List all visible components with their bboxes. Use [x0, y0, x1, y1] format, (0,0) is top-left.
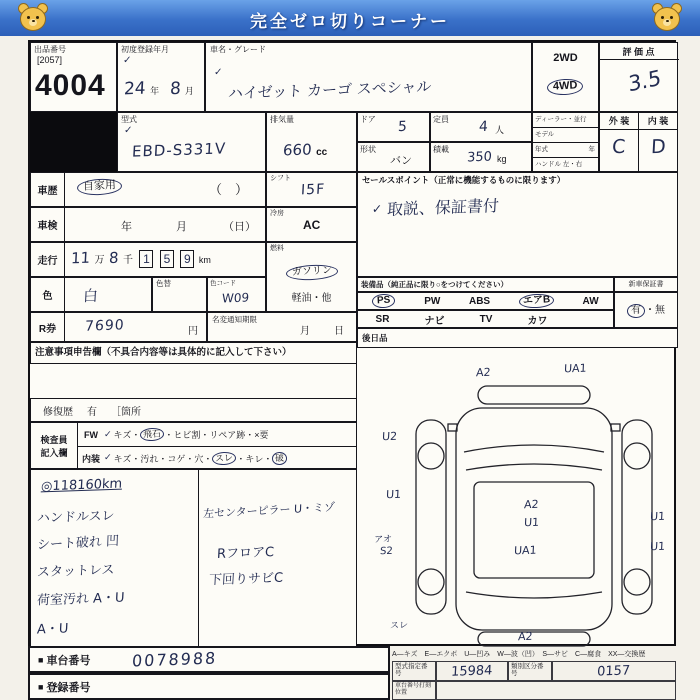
- interior-items-2: ・キレ・: [236, 453, 273, 464]
- check-icon: ✓: [371, 201, 383, 217]
- inspector-block: [30, 422, 357, 469]
- color-code-value: W09: [221, 290, 250, 306]
- diagram-mark-ua1-top: UA1: [563, 361, 587, 376]
- check-icon: ✓: [123, 124, 133, 137]
- chassis-value: 0078988: [131, 648, 219, 671]
- color-value: 白: [82, 286, 99, 306]
- repair-suffix: ［箇所: [111, 406, 141, 418]
- fw-label: FW: [84, 429, 98, 440]
- chassis-label: 車台番号: [46, 654, 91, 667]
- load-value: 350: [466, 149, 493, 166]
- interior-items-1: キズ・汚れ・コゲ・穴・: [113, 453, 213, 464]
- equipment-row-2: [357, 310, 614, 328]
- lot-number-label: 出品番号: [34, 45, 66, 54]
- fw-circled-item: 飛石: [140, 427, 165, 441]
- name-change-month-unit: 月: [300, 326, 310, 337]
- note-odometer: ◎118160km: [40, 476, 123, 495]
- equipment-header-cell: [357, 277, 614, 292]
- interior-row-label: 内装: [82, 453, 101, 464]
- check-icon: ✓: [122, 54, 132, 67]
- repair-value: 有: [87, 406, 97, 418]
- teddy-bear-icon-right: [652, 3, 682, 32]
- diagram-mark-ua1-center: UA1: [513, 543, 537, 558]
- warranty-header-cell: [614, 277, 678, 292]
- aircon-value: AC: [303, 218, 321, 232]
- capacity-value: 4: [478, 118, 489, 136]
- bullet-square-icon: ■: [38, 654, 44, 665]
- door-value: 5: [397, 118, 408, 136]
- chassis-number-box: [28, 646, 390, 673]
- fuel-diesel-option: 軽油・他: [291, 293, 332, 304]
- color-code-cell: [207, 277, 266, 312]
- fw-items-post: ・ヒビ割・リペア跡・×要: [164, 430, 269, 440]
- history-value-circled: 自家用: [77, 178, 123, 197]
- mileage-digit-1: 1: [139, 250, 153, 268]
- fw-items-pre: キズ・: [113, 430, 141, 440]
- note-au: A・U: [36, 621, 69, 638]
- diagram-mark-a2-top: A2: [475, 365, 491, 380]
- mileage-sen-unit: 千: [123, 255, 133, 266]
- car-name-cell: [205, 42, 532, 112]
- drive-type-cell: [532, 42, 599, 112]
- spec-model-row: モデル: [533, 128, 598, 143]
- warranty-yes-circled: 有: [627, 304, 646, 319]
- grade-value: 3.5: [627, 65, 662, 97]
- notes-divider: [198, 470, 199, 649]
- door-label: ドア: [360, 115, 376, 124]
- mileage-unit: km: [198, 255, 211, 265]
- repair-label: 修復歴: [43, 406, 73, 418]
- shift-label: シフト: [270, 175, 291, 182]
- class-cert-label: 類別区分番号: [508, 661, 552, 681]
- mileage-digit-3: 9: [180, 250, 194, 268]
- banner-title: 完全ゼロ切りコーナー: [250, 12, 450, 31]
- mileage-cell: [30, 242, 266, 277]
- equipment-label: 装備品（純正品に限り○をつけてください）: [361, 280, 509, 289]
- color-change-label: 色替: [156, 279, 171, 288]
- model-code-cell: [117, 112, 266, 172]
- car-name-label: 車名・グレード: [210, 45, 266, 54]
- car-name-value: ハイゼット カーゴ スペシャル: [227, 77, 432, 103]
- notice-header-cell: [30, 342, 357, 364]
- history-label: 車歴: [31, 173, 65, 206]
- notes-area: [30, 469, 357, 648]
- inspection-day-unit: （日）: [223, 221, 256, 233]
- history-cell: [30, 172, 266, 207]
- color-cell: [30, 277, 152, 312]
- aircon-cell: [266, 207, 357, 242]
- spec-handle-row: ハンドル 左・右: [535, 161, 583, 168]
- later-items-label: 後日品: [362, 333, 388, 343]
- r-ticket-cell: [30, 312, 207, 342]
- notice-label: 注意事項申告欄（不具合内容等は具体的に記入して下さい）: [35, 347, 292, 358]
- r-ticket-value: 7690: [84, 317, 126, 335]
- note-handle: ハンドルスレ: [36, 508, 115, 527]
- exterior-label: 外 装: [600, 113, 639, 129]
- interior-circled-sure: スレ: [212, 451, 237, 465]
- damage-diagram: [360, 350, 678, 648]
- load-label: 積載: [433, 145, 449, 154]
- warranty-separator: ・: [645, 305, 655, 316]
- interior-circled-yabure: 破: [272, 451, 288, 465]
- spec-year-row: [533, 143, 598, 158]
- exterior-grade-value: C: [611, 135, 627, 159]
- equipment-sr: SR: [375, 313, 390, 325]
- spec-year-unit: 年: [588, 146, 595, 153]
- type-cert-number: 15984: [450, 663, 494, 680]
- lot-number-cell: [30, 42, 117, 112]
- drive-2wd-option: 2WD: [553, 52, 578, 64]
- mileage-label: 走行: [31, 243, 65, 276]
- equipment-aw: AW: [582, 295, 599, 307]
- displacement-unit: cc: [316, 147, 328, 158]
- sales-point-value: 取説、保証書付: [385, 196, 499, 219]
- first-registration-value: [124, 79, 194, 99]
- color-code-label: 色コード: [210, 280, 236, 287]
- lot-number-sub: [2057]: [37, 55, 63, 65]
- type-cert-label: 型式指定番号: [392, 661, 436, 681]
- mileage-digit-2: 5: [160, 250, 174, 268]
- diagram-mark-u1-center: U1: [523, 515, 540, 530]
- mileage-man-value: 11: [70, 248, 91, 268]
- note-cargo: 荷室汚れ A・U: [36, 590, 125, 609]
- divider-line: [356, 364, 357, 398]
- displacement-cell: [266, 112, 357, 172]
- aircon-label: 冷房: [270, 210, 284, 217]
- first-registration-cell: [117, 42, 205, 112]
- registration-number-box: [28, 673, 390, 700]
- diagram-mark-ao: アオ: [373, 534, 393, 546]
- later-items-cell: [357, 328, 678, 348]
- warranty-no: 無: [655, 305, 665, 316]
- capacity-unit: 人: [495, 125, 505, 135]
- load-cell: [430, 142, 532, 172]
- mileage-man-unit: 万: [94, 255, 105, 266]
- lot-number-value: 4004: [35, 69, 106, 102]
- diagram-mark-u1-right-1: U1: [649, 509, 666, 524]
- displacement-value: 660: [282, 140, 313, 160]
- note-rear-floor: RフロアC: [216, 544, 275, 563]
- stamp-position-value: [436, 681, 676, 700]
- equipment-ps-circled: PS: [372, 293, 396, 308]
- car-top-view-svg: [360, 350, 678, 648]
- check-icon: ✓: [213, 66, 223, 79]
- spec-dealer-row: ディーラー・並行: [533, 113, 598, 128]
- model-code-label: 型式: [121, 115, 137, 124]
- equipment-abs: ABS: [468, 295, 491, 307]
- shape-label: 形状: [360, 145, 376, 154]
- equipment-kawa: カワ: [527, 315, 548, 327]
- spec-box-cell: [532, 112, 599, 172]
- equipment-tv: TV: [479, 313, 493, 325]
- diagram-mark-sure: スレ: [389, 620, 409, 632]
- r-ticket-unit: 円: [188, 326, 198, 337]
- fuel-cell: [266, 242, 357, 312]
- warranty-label: 新車保証書: [628, 281, 664, 288]
- spec-year-label: 年式: [535, 146, 548, 153]
- inspector-label-1: 検査員: [40, 434, 68, 445]
- shift-value: I5F: [300, 181, 326, 199]
- exterior-interior-cell: [599, 112, 678, 172]
- diagram-mark-a2-center: A2: [523, 497, 539, 512]
- repair-history-row: [30, 398, 357, 422]
- fuel-gasoline-circled: ガソリン: [285, 264, 338, 282]
- name-change-day-unit: 日: [334, 326, 344, 337]
- door-cell: [357, 112, 430, 142]
- inspection-month-unit: 月: [176, 221, 187, 233]
- model-code-value: EBD-S331V: [131, 139, 227, 161]
- name-change-label: 名変通知期限: [212, 315, 257, 324]
- first-registration-label: 初度登録年月: [121, 45, 169, 54]
- note-seat: シート破れ 凹: [36, 533, 120, 554]
- bullet-square-icon: ■: [38, 681, 44, 692]
- diagram-mark-u1-right-2: U1: [649, 539, 666, 554]
- equipment-row-1: [357, 292, 614, 310]
- load-unit: kg: [497, 154, 507, 164]
- first-reg-year: 24: [123, 78, 147, 100]
- check-icon: ✓: [103, 429, 112, 440]
- capacity-label: 定員: [433, 115, 449, 124]
- check-icon: ✓: [103, 452, 112, 464]
- damage-legend: A―キズ E―エクボ U―凹み W―波（凹） S―サビ C―腐食 XX―交換歴: [392, 651, 646, 658]
- auction-sheet: [28, 40, 676, 646]
- inspection-year-unit: 年: [121, 221, 132, 233]
- note-studless: スタットレス: [36, 562, 115, 581]
- interior-grade-value: D: [650, 135, 666, 159]
- inspection-label: 車検: [31, 208, 65, 241]
- month-unit: 月: [184, 86, 194, 96]
- stamp-position-label: 車台番号打刻位置: [392, 681, 436, 700]
- color-change-cell: [152, 277, 207, 312]
- r-ticket-label: R券: [31, 313, 65, 341]
- shift-cell: [266, 172, 357, 207]
- equipment-pw: PW: [424, 295, 441, 307]
- teddy-bear-icon-left: [18, 3, 48, 32]
- cert-number-table: [392, 661, 676, 700]
- capacity-cell: [430, 112, 532, 142]
- grade-label: 評 価 点: [622, 47, 655, 57]
- type-cert-value: [436, 661, 508, 681]
- diagram-mark-s2: S2: [379, 545, 394, 558]
- sales-point-cell: [357, 172, 678, 277]
- class-cert-value: [552, 661, 676, 681]
- history-paren: （ ）: [209, 182, 249, 197]
- diagram-mark-u1-left: U1: [385, 487, 402, 502]
- inspection-cell: [30, 207, 266, 242]
- displacement-label: 排気量: [270, 115, 294, 124]
- year-unit: 年: [150, 86, 160, 96]
- diagram-mark-a2-bottom: A2: [517, 629, 533, 644]
- name-change-cell: [207, 312, 357, 342]
- interior-label: 内 装: [647, 116, 669, 126]
- first-reg-month: 8: [169, 78, 181, 100]
- blackout-box: [30, 112, 117, 172]
- inspector-label-2: 記入欄: [40, 447, 68, 458]
- registration-label: 登録番号: [46, 681, 91, 694]
- sales-point-label: セールスポイント（正常に機能するものに限ります）: [362, 175, 566, 185]
- shape-value: バン: [390, 155, 412, 167]
- shape-cell: [357, 142, 430, 172]
- equipment-navi: ナビ: [424, 315, 445, 327]
- mileage-sen-value: 8: [108, 248, 120, 268]
- top-banner: [0, 0, 700, 36]
- equipment-airbag-circled: エアB: [518, 293, 554, 309]
- drive-4wd-option-circled: 4WD: [547, 78, 584, 96]
- diagram-mark-u2-left: U2: [381, 429, 398, 444]
- class-cert-number: 0157: [597, 663, 631, 680]
- warranty-value-cell: [614, 292, 678, 328]
- color-label: 色: [31, 278, 65, 311]
- grade-cell: [599, 42, 678, 112]
- note-pillar: 左センターピラー U・ミゾ: [202, 500, 336, 521]
- note-underbody: 下回りサビC: [208, 570, 284, 589]
- fuel-label: 燃料: [270, 245, 284, 252]
